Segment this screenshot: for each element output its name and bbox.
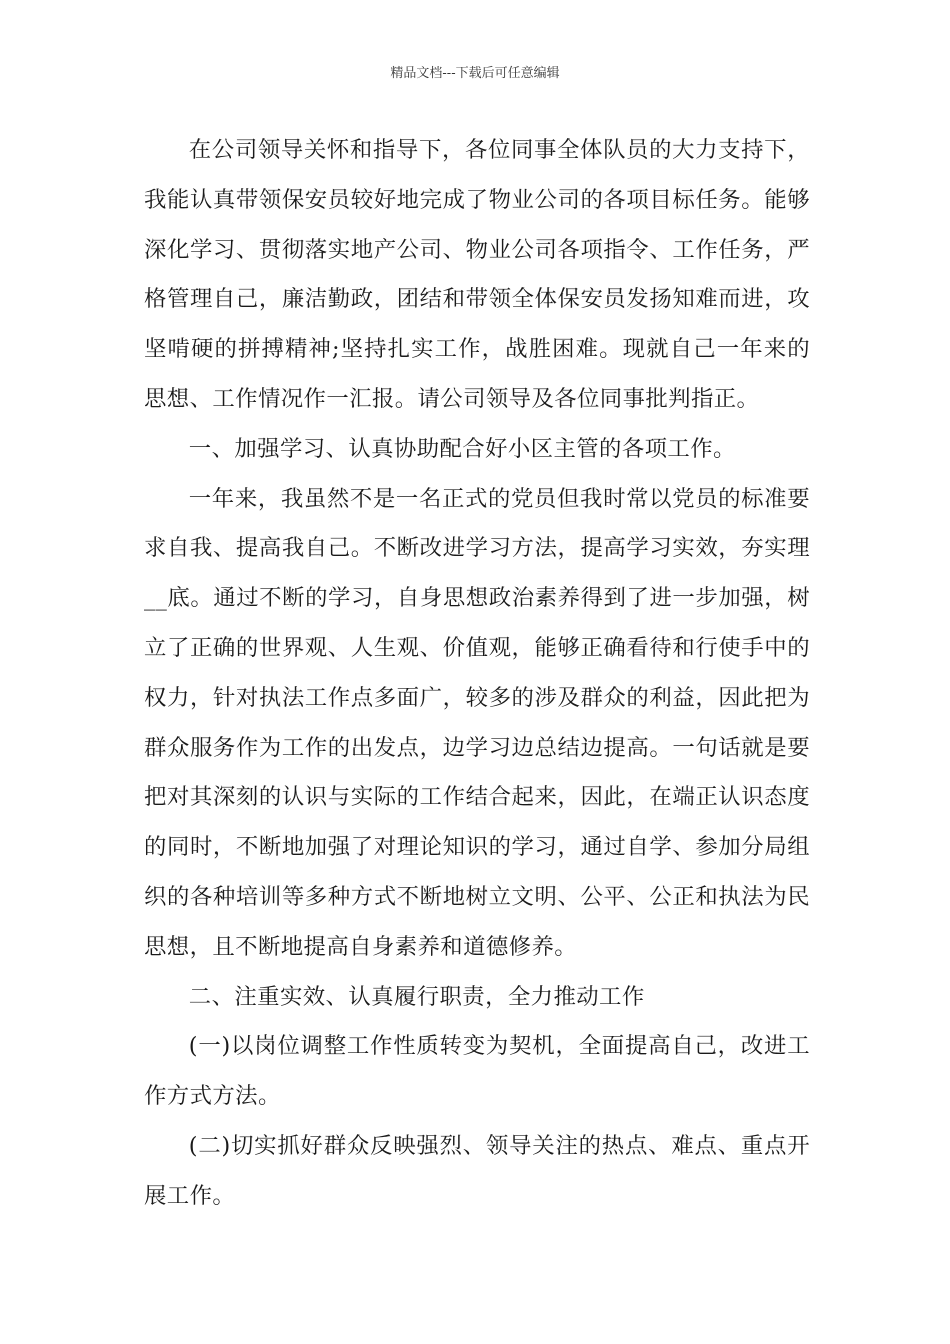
subsection-1: (一)以岗位调整工作性质转变为契机，全面提高自己，改进工作方式方法。 [144, 1033, 810, 1110]
document-body [144, 126, 810, 1222]
subsection-2: (二)切实抓好群众反映强烈、领导关注的热点、难点、重点开展工作。 [144, 1132, 810, 1209]
paragraph-intro: 在公司领导关怀和指导下，各位同事全体队员的大力支持下，我能认真带领保安员较好地完成了物业公司的各项目标任务。能够深化学习、贯彻落实地产公司、物业公司各项指令、工作任务，严格管理自己，廉洁勤政，团结和带领全体保安员发扬知难而进，攻坚啃硬的拼搏精神;坚持扎实工作，战胜困难。现就自己一年来的思想、工作情况作一汇报。请公司领导及各位同事批判指正。 [144, 137, 810, 412]
page-header: 精品文档---下载后可任意编辑 [390, 66, 560, 81]
section-heading-2: 二、注重实效、认真履行职责，全力推动工作 [188, 983, 645, 1010]
section-heading-1: 一、加强学习、认真协助配合好小区主管的各项工作。 [188, 435, 736, 462]
paragraph-study: 一年来，我虽然不是一名正式的党员但我时常以党员的标准要求自我、提高我自己。不断改进学习方法，提高学习实效，夯实理__底。通过不断的学习，自身思想政治素养得到了进一步加强，树立了正确的世界观、人生观、价值观，能够正确看待和行使手中的权力，针对执法工作点多面广，较多的涉及群众的利益，因此把为群众服务作为工作的出发点，边学习边总结边提高。一句话就是要把对其深刻的认识与实际的工作结合起来，因此，在端正认识态度的同时，不断地加强了对理论知识的学习，通过自学、参加分局组织的各种培训等多种方式不断地树立文明、公平、公正和执法为民思想，且不断地提高自身素养和道德修养。 [144, 485, 810, 960]
